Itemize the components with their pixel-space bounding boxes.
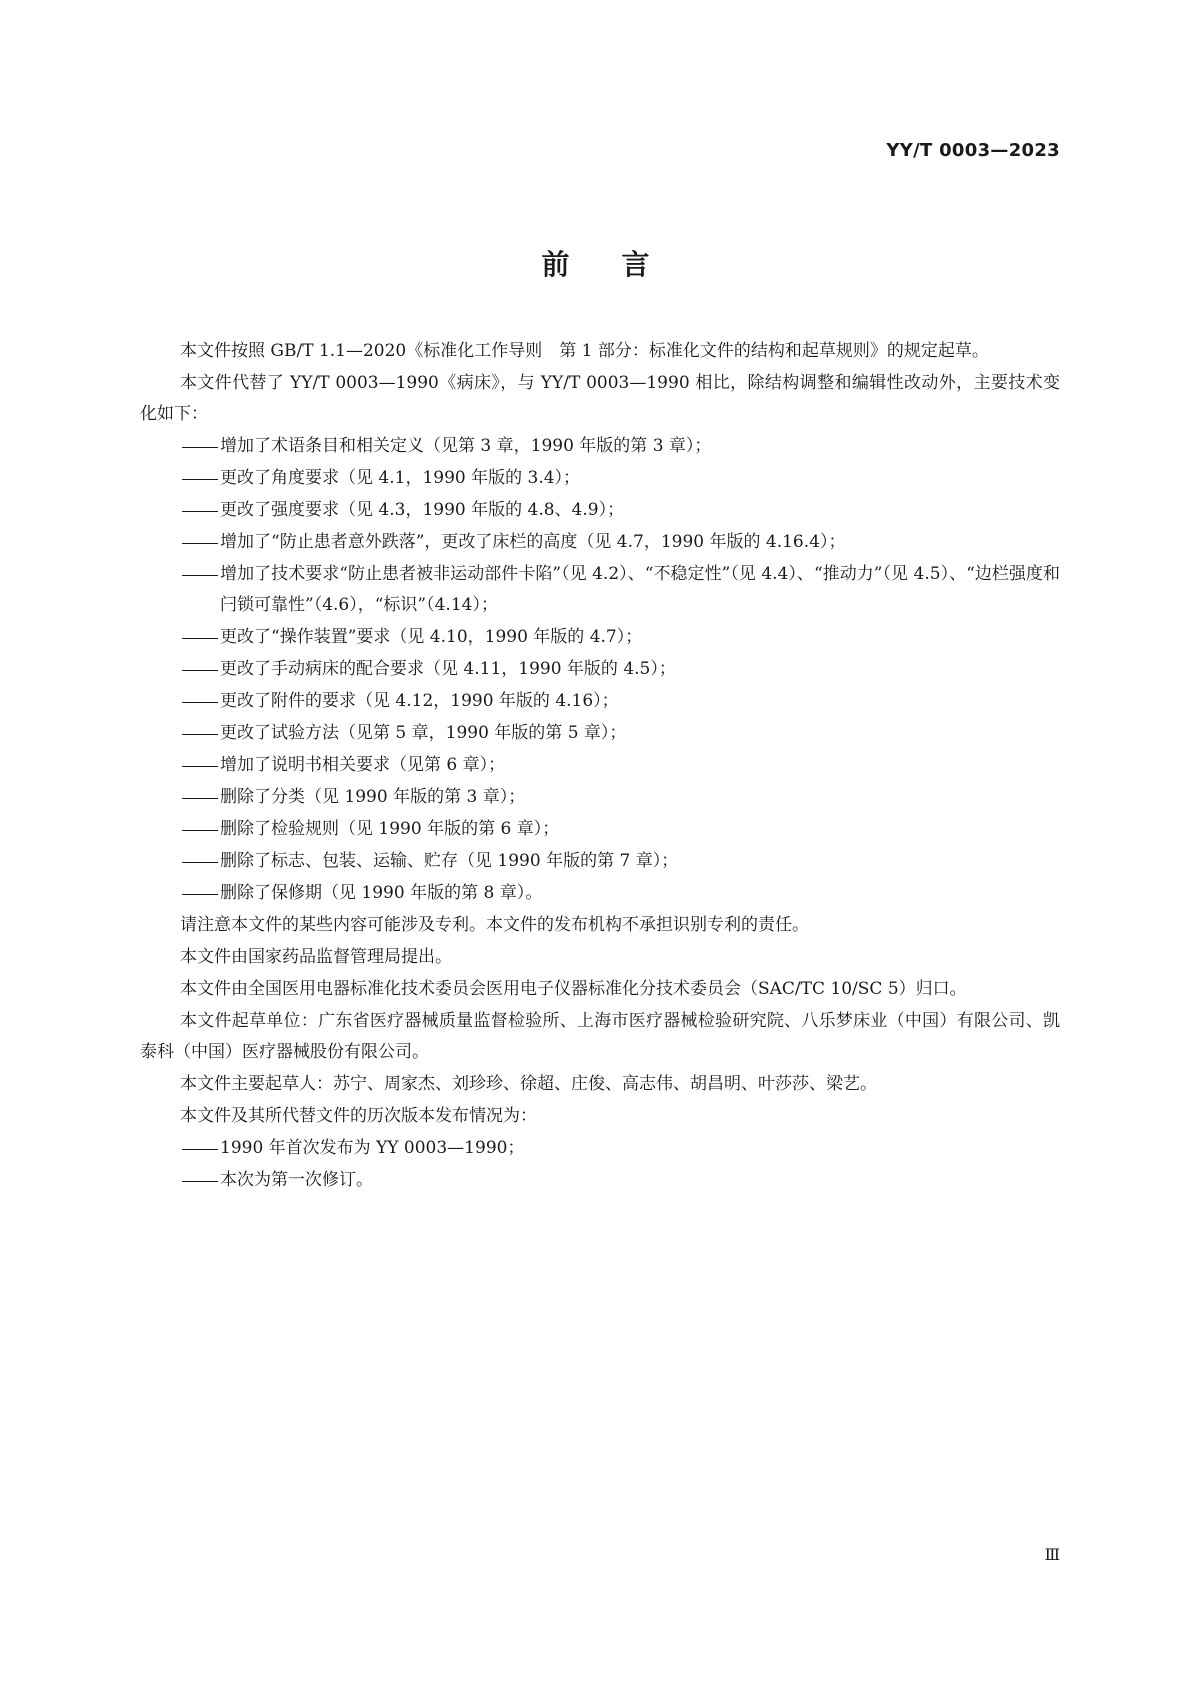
- list-item: [140, 846, 1060, 877]
- dash-marker: [180, 559, 220, 590]
- dash-marker: [180, 1133, 220, 1164]
- list-item: [140, 782, 1060, 813]
- dash-marker: [180, 463, 220, 494]
- dash-marker: [180, 846, 220, 877]
- dash-marker: [180, 527, 220, 558]
- dash-marker: [180, 878, 220, 909]
- dash-marker: [180, 622, 220, 653]
- list-item-text: 删除了标志、包装、运输、贮存（见 1990 年版的第 7 章）；: [220, 851, 679, 871]
- list-item-text: 删除了分类（见 1990 年版的第 3 章）；: [220, 787, 526, 807]
- list-item: [140, 463, 1060, 494]
- dash-marker: [180, 1165, 220, 1196]
- list-item-text: 更改了手动病床的配合要求（见 4.11，1990 年版的 4.5）；: [220, 659, 676, 679]
- paragraph: 本文件由国家药品监督管理局提出。: [180, 947, 452, 967]
- paragraph: 本文件按照 GB/T 1.1—2020《标准化工作导则 第 1 部分：标准化文件的结构和起草规则》的规定起草。: [180, 341, 989, 361]
- list-item-text: 更改了强度要求（见 4.3，1990 年版的 4.8、4.9）；: [220, 500, 625, 520]
- list-item-text: 删除了检验规则（见 1990 年版的第 6 章）；: [220, 819, 560, 839]
- dash-marker: [180, 814, 220, 845]
- paragraph: 本文件由全国医用电器标准化技术委员会医用电子仪器标准化分技术委员会（SAC/TC 10/SC 5）归口。: [180, 979, 967, 999]
- list-item-text: 增加了术语条目和相关定义（见第 3 章，1990 年版的第 3 章）；: [220, 436, 712, 456]
- list-item: [140, 750, 1060, 781]
- list-item: [140, 814, 1060, 845]
- paragraph: 本文件主要起草人：苏宁、周家杰、刘珍珍、徐超、庄俊、高志伟、胡昌明、叶莎莎、梁艺。: [180, 1074, 877, 1094]
- list-item-text: 更改了附件的要求（见 4.12，1990 年版的 4.16）；: [220, 691, 619, 711]
- list-item: [140, 559, 1060, 621]
- list-item-text: 增加了“防止患者意外跌落”，更改了床栏的高度（见 4.7，1990 年版的 4.16.4）；: [220, 532, 846, 552]
- list-item-text: 增加了技术要求“防止患者被非运动部件卡陷”（见 4.2）、“不稳定性”（见 4.4）、“推动力”（见 4.5）、“边栏强度和闩锁可靠性”（4.6），“标识”（4.14）；: [220, 564, 1060, 615]
- list-item-text: 增加了说明书相关要求（见第 6 章）；: [220, 755, 506, 775]
- dash-marker: [180, 654, 220, 685]
- foreword-body: [140, 336, 1060, 1197]
- paragraph: 本文件及其所代替文件的历次版本发布情况为：: [180, 1106, 537, 1126]
- list-item: [140, 1165, 1060, 1196]
- page-number: Ⅲ: [1044, 1545, 1060, 1564]
- dash-marker: [180, 782, 220, 813]
- dash-marker: [180, 495, 220, 526]
- list-item: [140, 622, 1060, 653]
- list-item: [140, 718, 1060, 749]
- list-item: [140, 878, 1060, 909]
- list-item: [140, 686, 1060, 717]
- list-item-text: 更改了试验方法（见第 5 章，1990 年版的第 5 章）；: [220, 723, 627, 743]
- dash-marker: [180, 718, 220, 749]
- list-item-text: 本次为第一次修订。: [220, 1170, 373, 1190]
- list-item-text: 1990 年首次发布为 YY 0003—1990；: [220, 1138, 525, 1158]
- list-item-text: 更改了角度要求（见 4.1，1990 年版的 3.4）；: [220, 468, 581, 488]
- page-title: 前言: [541, 248, 702, 281]
- list-item: [140, 495, 1060, 526]
- list-item: [140, 654, 1060, 685]
- paragraph: 请注意本文件的某些内容可能涉及专利。本文件的发布机构不承担识别专利的责任。: [180, 915, 809, 935]
- list-item-text: 更改了“操作装置”要求（见 4.10，1990 年版的 4.7）；: [220, 627, 643, 647]
- list-item: [140, 431, 1060, 462]
- list-item: [140, 1133, 1060, 1164]
- dash-marker: [180, 431, 220, 462]
- list-item-text: 删除了保修期（见 1990 年版的第 8 章）。: [220, 883, 543, 903]
- standard-code: YY/T 0003—2023: [886, 140, 1060, 161]
- dash-marker: [180, 750, 220, 781]
- paragraph: 本文件起草单位：广东省医疗器械质量监督检验所、上海市医疗器械检验研究院、八乐梦床业（中国）有限公司、凯泰科（中国）医疗器械股份有限公司。: [140, 1011, 1060, 1062]
- list-item: [140, 527, 1060, 558]
- dash-marker: [180, 686, 220, 717]
- paragraph: 本文件代替了 YY/T 0003—1990《病床》，与 YY/T 0003—1990 相比，除结构调整和编辑性改动外，主要技术变化如下：: [140, 373, 1060, 424]
